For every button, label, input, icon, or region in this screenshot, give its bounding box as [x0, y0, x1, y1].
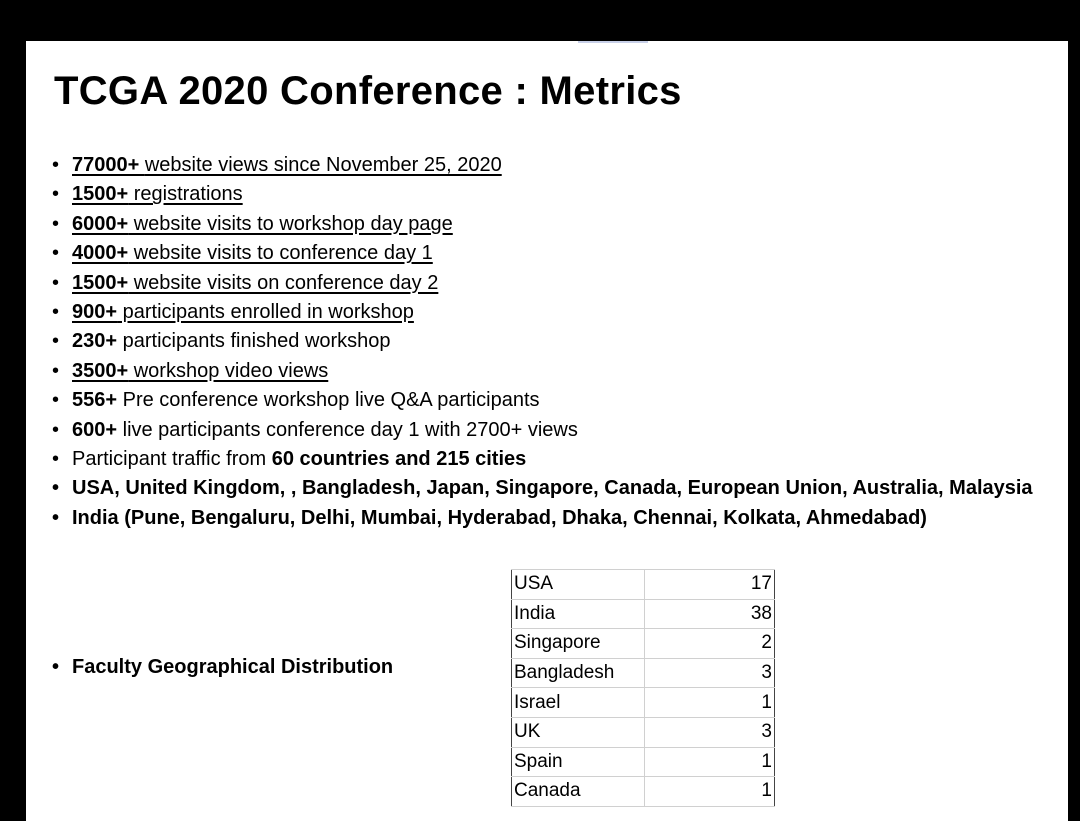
metric-text: Participant traffic from	[72, 448, 272, 471]
table-row	[512, 777, 775, 807]
metric-value: 900+	[72, 301, 118, 324]
country-cell: Israel	[512, 688, 645, 718]
metric-value: 6000+	[72, 212, 129, 235]
metric-item	[52, 210, 1052, 239]
metric-text: website views since November 25, 2020	[144, 154, 502, 176]
metric-text: registrations	[128, 183, 243, 206]
table-row	[512, 717, 775, 747]
metric-text: participants enrolled in workshop	[117, 301, 414, 324]
count-cell: 1	[645, 777, 775, 807]
metric-value: 60 countries and 215 cities	[271, 448, 527, 471]
metric-value: 4000+	[72, 242, 129, 265]
metric-item	[52, 327, 1052, 356]
metric-item	[52, 151, 1052, 180]
metric-text: website visits to workshop day page	[128, 212, 453, 235]
country-cell: Spain	[512, 747, 645, 777]
metric-item	[52, 357, 1052, 386]
metric-item	[52, 298, 1052, 327]
metric-item	[52, 269, 1052, 298]
table-row	[512, 658, 775, 688]
country-cell: Singapore	[512, 629, 645, 659]
metric-item	[52, 386, 1052, 415]
faculty-distribution-table	[511, 569, 775, 807]
metric-item	[52, 416, 1052, 445]
table-row	[512, 599, 775, 629]
count-cell: 3	[645, 658, 775, 688]
faculty-distribution-label: • Faculty Geographical Distribution	[52, 653, 393, 682]
table-row	[512, 688, 775, 718]
country-cell: USA	[512, 570, 645, 600]
metric-text: website visits on conference day 2	[128, 271, 439, 294]
metrics-list	[52, 151, 1052, 533]
metric-item	[52, 445, 1052, 474]
metric-text: workshop video views	[128, 359, 329, 382]
count-cell: 17	[645, 570, 775, 600]
india-cities-item: • India (Pune, Bengaluru, Delhi, Mumbai, Hyderabad, Dhaka, Chennai, Kolkata, Ahmedabad)	[52, 504, 1052, 533]
metric-value: 1500+	[72, 271, 129, 294]
metric-text: participants finished workshop	[117, 330, 391, 353]
count-cell: 1	[645, 747, 775, 777]
metric-text: Pre conference workshop live Q&A participants	[117, 389, 540, 412]
count-cell: 3	[645, 717, 775, 747]
metric-value: 230+	[72, 330, 118, 353]
count-cell: 1	[645, 688, 775, 718]
top-edge-mark	[578, 41, 648, 43]
slide	[26, 41, 1068, 821]
slide-title: TCGA 2020 Conference : Metrics	[54, 69, 682, 113]
country-list-item: • USA, United Kingdom, , Bangladesh, Japan, Singapore, Canada, European Union, Australia, Malaysia	[52, 474, 1052, 503]
metric-item	[52, 239, 1052, 268]
metric-value: 77000+	[72, 154, 145, 176]
country-cell: UK	[512, 717, 645, 747]
metric-value: 1500+	[72, 183, 129, 206]
metric-value: 3500+	[72, 359, 129, 382]
count-cell: 38	[645, 599, 775, 629]
table-row	[512, 570, 775, 600]
count-cell: 2	[645, 629, 775, 659]
metric-item	[52, 180, 1052, 209]
metric-value: 600+	[72, 418, 118, 441]
table-row	[512, 629, 775, 659]
metric-text: live participants conference day 1 with 2700+ views	[117, 418, 578, 441]
metric-value: 556+	[72, 389, 118, 412]
country-cell: Canada	[512, 777, 645, 807]
country-cell: India	[512, 599, 645, 629]
metric-text: website visits to conference day 1	[128, 242, 433, 265]
country-cell: Bangladesh	[512, 658, 645, 688]
table-row	[512, 747, 775, 777]
